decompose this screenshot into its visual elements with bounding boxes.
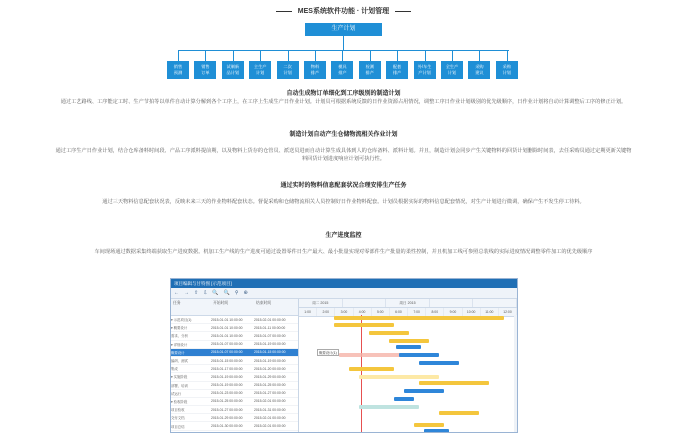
tree-leaf: 配套 排产 bbox=[386, 61, 408, 79]
gantt-bars-area bbox=[299, 315, 517, 432]
toolbar-zoom-in-icon[interactable]: 🔍 bbox=[212, 290, 219, 296]
toolbar-add-icon[interactable]: ⊕ bbox=[243, 290, 248, 296]
timescale-day-cell: 9:00 bbox=[444, 308, 462, 316]
task-start-cell: 2015-01-29 00:00:00 bbox=[211, 415, 243, 420]
task-end-cell: 2015-02-01 00:00:00 bbox=[254, 317, 286, 322]
gantt-task-bar[interactable] bbox=[424, 429, 449, 433]
tree-leaf-connector bbox=[260, 50, 261, 61]
timescale-day-cell: 2:00 bbox=[317, 308, 335, 316]
task-end-cell: 2015-01-11 00:00:00 bbox=[254, 325, 286, 330]
task-end-cell: 2015-01-27 00:00:00 bbox=[254, 391, 286, 396]
task-rows bbox=[171, 316, 298, 431]
task-end-cell: 2015-01-31 00:00:00 bbox=[254, 407, 286, 412]
tree-leaf: 检测 排产 bbox=[359, 61, 381, 79]
tree-leaf-connector bbox=[288, 50, 289, 61]
task-name-cell: ▾ 详细设计 bbox=[171, 342, 188, 347]
task-start-cell: 2015-01-17 00:00:00 bbox=[211, 366, 243, 371]
section-title-4: 生产进度监控 bbox=[325, 233, 362, 239]
col-start[interactable]: 开始时间 bbox=[213, 301, 229, 305]
gantt-task-bar[interactable] bbox=[399, 353, 439, 357]
task-name-cell: 项目验收 bbox=[171, 408, 185, 413]
section-body-2: 通过工序生产日作业计划，结合仓库备料时间段、产品工序派料提前期，以及物料上货存的仓管员、派送员进而自动计算生成具体到人的仓库备料、派料计划。并且，制造计划会同步产生关键物料的回货计划删除时间表，去任采购员通过定期更新关键物料回货计划进度响应计划可执行性。 bbox=[55, 148, 632, 162]
task-row[interactable] bbox=[171, 341, 298, 349]
gantt-toolbar bbox=[171, 288, 517, 299]
task-row[interactable] bbox=[171, 365, 298, 373]
task-start-cell: 2015-01-23 00:00:00 bbox=[211, 391, 243, 396]
task-row[interactable] bbox=[171, 382, 298, 390]
timescale-day-cell: 1:00 bbox=[299, 308, 317, 316]
gantt-task-bar[interactable] bbox=[439, 411, 479, 415]
task-row[interactable] bbox=[171, 349, 298, 357]
gantt-task-bar[interactable] bbox=[334, 316, 504, 320]
timescale-day-cell: 6:00 bbox=[390, 308, 408, 316]
section-title-1: 自动生成物订单细化到工序级别的制造计划 bbox=[286, 91, 401, 97]
task-end-cell: 2015-02-01 00:00:00 bbox=[254, 415, 286, 420]
vertical-scrollbar[interactable] bbox=[514, 315, 517, 432]
tree-leaf-connector bbox=[479, 50, 480, 61]
gantt-task-bar[interactable] bbox=[414, 423, 444, 427]
task-name-cell: ▾ 示范项目(1) bbox=[171, 318, 192, 323]
task-row[interactable] bbox=[171, 398, 298, 406]
task-name-cell: ▾ 验收阶段 bbox=[171, 399, 188, 404]
col-task[interactable]: 任务 bbox=[173, 301, 181, 305]
section-title-3: 通过实时的物料信息配套状况合理安排生产任务 bbox=[280, 183, 407, 189]
tree-leaf: 二次 计划 bbox=[277, 61, 299, 79]
header-title: MES系统软件功能 · 计划管理 bbox=[297, 8, 390, 15]
gantt-task-bar[interactable] bbox=[419, 381, 489, 385]
today-line bbox=[361, 315, 362, 432]
task-row[interactable] bbox=[171, 390, 298, 398]
timescale-top-cell: 周日 2015 bbox=[386, 299, 430, 307]
task-name-cell: 概要设计 bbox=[171, 350, 185, 355]
task-start-cell: 2015-01-07 00:00:00 bbox=[211, 350, 243, 355]
tree-leaf-connector bbox=[205, 50, 206, 61]
tree-leaf: 销售 预测 bbox=[167, 61, 189, 79]
toolbar-link-icon[interactable]: ⚲ bbox=[234, 290, 239, 296]
tree-trunk bbox=[343, 36, 344, 50]
task-name-cell: 交付文档 bbox=[171, 416, 185, 421]
timescale-day-cell: 12:00 bbox=[499, 308, 517, 316]
task-start-cell: 2015-01-01 10:00:00 bbox=[211, 317, 243, 322]
timescale-top bbox=[299, 299, 517, 308]
tree-leaf-connector bbox=[370, 50, 371, 61]
timescale-day-cell: 11:00 bbox=[481, 308, 499, 316]
header-dash-left bbox=[276, 11, 292, 12]
tree-leaf: 采购 计划 bbox=[496, 61, 518, 79]
tree-root: 生产计划 bbox=[305, 23, 382, 36]
tree-leaf: 采购 建议 bbox=[468, 61, 490, 79]
task-grid-header bbox=[171, 299, 298, 316]
task-end-cell: 2015-01-20 00:00:00 bbox=[254, 366, 286, 371]
gantt-window-title: 项目编辑与甘特图 [示范项目] bbox=[171, 279, 517, 288]
timescale-day-cell: 5:00 bbox=[372, 308, 390, 316]
timescale-top-cell bbox=[473, 299, 517, 307]
toolbar-right-arrow-icon[interactable]: → bbox=[184, 290, 189, 296]
tree-leaf-connector bbox=[397, 50, 398, 61]
gantt-window bbox=[170, 278, 518, 433]
task-end-cell: 2015-01-29 00:00:00 bbox=[254, 374, 286, 379]
task-row[interactable] bbox=[171, 316, 298, 324]
tree-leaf: 物料 排产 bbox=[304, 61, 326, 79]
task-start-cell: 2015-01-07 00:00:00 bbox=[211, 342, 243, 347]
gantt-task-bar[interactable] bbox=[404, 389, 444, 393]
tree-leaf: 销售 订单 bbox=[194, 61, 216, 79]
tree-leaf: 主生产 计划 bbox=[249, 61, 271, 79]
timescale-day-cell: 4:00 bbox=[354, 308, 372, 316]
header-dash-right bbox=[395, 11, 411, 12]
task-name-cell: ▾ 概要设计 bbox=[171, 326, 188, 331]
tree-leaf: 外/车生 产计划 bbox=[414, 61, 436, 79]
gantt-task-bar[interactable] bbox=[394, 397, 414, 401]
task-name-cell: ▾ 实施阶段 bbox=[171, 375, 188, 380]
task-start-cell: 2015-01-27 00:00:00 bbox=[211, 407, 243, 412]
tree-leaf-connector bbox=[452, 50, 453, 61]
gantt-task-bar[interactable] bbox=[334, 323, 394, 327]
page-header bbox=[0, 6, 687, 16]
tree-leaf-connector bbox=[425, 50, 426, 61]
gantt-chart bbox=[299, 299, 517, 432]
timescale-day-cell: 10:00 bbox=[463, 308, 481, 316]
toolbar-down-icon[interactable]: ⇩ bbox=[203, 290, 208, 296]
task-start-cell: 2015-01-19 00:00:00 bbox=[211, 383, 243, 388]
timescale-top-cell: 周二 2015 bbox=[299, 299, 343, 307]
task-row[interactable] bbox=[171, 414, 298, 422]
gantt-task-bar[interactable] bbox=[359, 375, 439, 379]
tree-leaf-connector bbox=[233, 50, 234, 61]
tree-leaf-connector bbox=[507, 50, 508, 61]
timescale-day-cell: 8:00 bbox=[426, 308, 444, 316]
task-end-cell: 2015-02-01 00:00:00 bbox=[254, 424, 286, 429]
task-row[interactable] bbox=[171, 406, 298, 414]
gantt-task-bar[interactable] bbox=[369, 331, 409, 335]
section-body-3: 通过三天物料信息配套状况表，反映未来三天的作业物料配套状态。督促采购和仓储物流相关人员控制好日作业物料配套。计划员根据实际的物料信息配套情况，对生产计划进行微调，确保产生不发生停工待料。 bbox=[102, 199, 585, 205]
section-title-2: 制造计划自动产生仓储物流相关作业计划 bbox=[289, 132, 398, 138]
task-end-cell: 2015-01-07 00:00:00 bbox=[254, 333, 286, 338]
task-row[interactable] bbox=[171, 422, 298, 430]
toolbar-left-arrow-icon[interactable]: ← bbox=[174, 290, 179, 296]
task-start-cell: 2015-01-19 00:00:00 bbox=[211, 374, 243, 379]
task-end-cell: 2015-01-19 00:00:00 bbox=[254, 358, 286, 363]
task-start-cell: 2015-01-15 00:00:00 bbox=[211, 358, 243, 363]
tree-leaf: 全生产 计划 bbox=[441, 61, 463, 79]
task-start-cell: 2015-01-01 10:00:00 bbox=[211, 325, 243, 330]
tree-leaf-connector bbox=[315, 50, 316, 61]
toolbar-up-icon[interactable]: ⇧ bbox=[194, 290, 199, 296]
col-end[interactable]: 结束时间 bbox=[256, 301, 272, 305]
gantt-task-bar[interactable] bbox=[396, 345, 421, 349]
timescale-top-cell bbox=[430, 299, 474, 307]
task-name-cell: 集成 bbox=[171, 367, 178, 372]
task-name-cell: 项目总结 bbox=[171, 424, 185, 429]
task-end-cell: 2015-01-25 00:00:00 bbox=[254, 383, 286, 388]
gantt-task-bar[interactable] bbox=[419, 361, 459, 365]
toolbar-zoom-out-icon[interactable]: 🔍 bbox=[223, 290, 230, 296]
task-row[interactable] bbox=[171, 324, 298, 332]
section-body-1: 通过工艺路线、工序能定工时、生产节拍等以单件自动计算分解到各个工序上，在工序上生成生产日作业计划。计划员可根据系统反馈的日作业资源占用情况，调整工序日作业计划级别的优先级顺序，日作业计划将自动计算调整后工序的修正计划。 bbox=[60, 99, 627, 105]
tree-leaf: 试制新 品计划 bbox=[222, 61, 244, 79]
task-start-cell: 2015-01-25 00:00:00 bbox=[211, 399, 243, 404]
task-end-cell: 2015-01-19 00:00:00 bbox=[254, 342, 286, 347]
gantt-task-bar[interactable] bbox=[359, 405, 419, 409]
task-start-cell: 2015-01-30 00:00:00 bbox=[211, 424, 243, 429]
tree-branch bbox=[178, 50, 509, 51]
task-row[interactable] bbox=[171, 332, 298, 340]
task-end-cell: 2015-01-15 00:00:00 bbox=[254, 350, 286, 355]
task-start-cell: 2015-01-01 10:00:00 bbox=[211, 333, 243, 338]
timescale-day-cell: 7:00 bbox=[408, 308, 426, 316]
task-end-cell: 2015-02-01 00:00:00 bbox=[254, 399, 286, 404]
task-name-cell: 试运行 bbox=[171, 391, 182, 396]
gantt-task-bar[interactable] bbox=[389, 339, 429, 343]
gantt-task-bar[interactable] bbox=[349, 367, 394, 371]
tree-leaf-connector bbox=[342, 50, 343, 61]
task-row[interactable] bbox=[171, 357, 298, 365]
timescale-top-cell bbox=[343, 299, 387, 307]
section-body-4: 车间现场通过数据采集终端获取生产进度数据。机加工生产线的生产进度可通过设置零件日生产最大、最小批量实现对零部件生产批量的柔性控制，并且机加工线可参照总装线的实际进度情况调整零件加工的优先级顺序 bbox=[94, 249, 593, 255]
tree-leaf: 模具 排产 bbox=[331, 61, 353, 79]
task-row[interactable] bbox=[171, 373, 298, 381]
task-name-cell: 需求、分析 bbox=[171, 334, 188, 339]
gantt-task-grid bbox=[171, 299, 299, 432]
task-name-cell: 部署、培训 bbox=[171, 383, 188, 388]
task-name-cell: 编码、测试 bbox=[171, 359, 188, 364]
tree-leaf-connector bbox=[178, 50, 179, 61]
task-tooltip: 概要设计(1) bbox=[319, 351, 337, 355]
timescale-day-cell: 3:00 bbox=[335, 308, 353, 316]
